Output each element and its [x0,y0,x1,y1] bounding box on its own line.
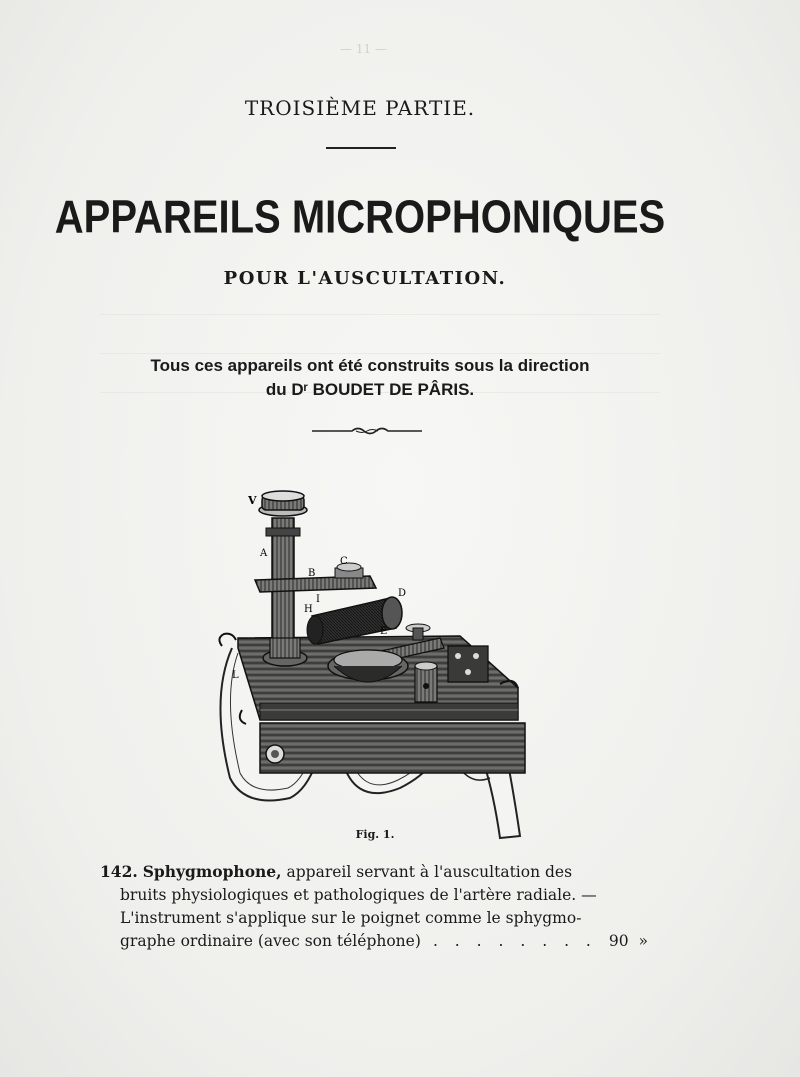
main-title: APPAREILS MICROPHONIQUES [54,192,666,243]
catalog-entry [100,860,648,953]
page-number: — 11 — [340,42,387,56]
figure-label-i: I [316,594,320,605]
subtitle: POUR L'AUSCULTATION. [223,268,507,289]
ornament-divider-icon [312,424,422,438]
sphygmophone-illustration [200,488,540,848]
leader-dots: . . . . . . . . [432,932,597,950]
title-divider [326,147,396,149]
entry-line-1-text: appareil servant à l'auscultation des [286,863,573,881]
direction-note [90,354,650,402]
direction-line-2: du Dʳ BOUDET DE PÂRIS. [265,380,475,399]
entry-line-2: bruits physiologiques et pathologiques de l'artère radiale. — [120,886,597,904]
entry-line-4 [100,930,648,953]
direction-line-1: Tous ces appareils ont été construits sous la direction [150,356,590,375]
entry-price-mark: » [638,932,648,950]
figure-label-v: V [248,494,257,507]
entry-line-4-text: graphe ordinaire (avec son téléphone) [120,932,421,950]
entry-line-1 [100,860,648,884]
entry-price [609,930,648,953]
figure-label-a: A [260,548,268,559]
entry-name: Sphygmophone, [142,862,282,881]
figure-label-c: C [340,556,348,567]
figure-label-d: D [398,588,407,599]
figure-caption: Fig. 1. [355,828,395,841]
entry-line-3: L'instrument s'applique sur le poignet comme le sphygmo- [120,909,582,927]
figure-label-e: E [380,626,388,637]
entry-price-value: 90 [608,932,629,950]
figure-label-h: H [304,604,313,615]
part-title: TROISIÈME PARTIE. [244,96,476,120]
figure-label-b: B [308,568,316,579]
entry-number: 142. [100,862,138,881]
figure-label-l: L [232,670,239,681]
